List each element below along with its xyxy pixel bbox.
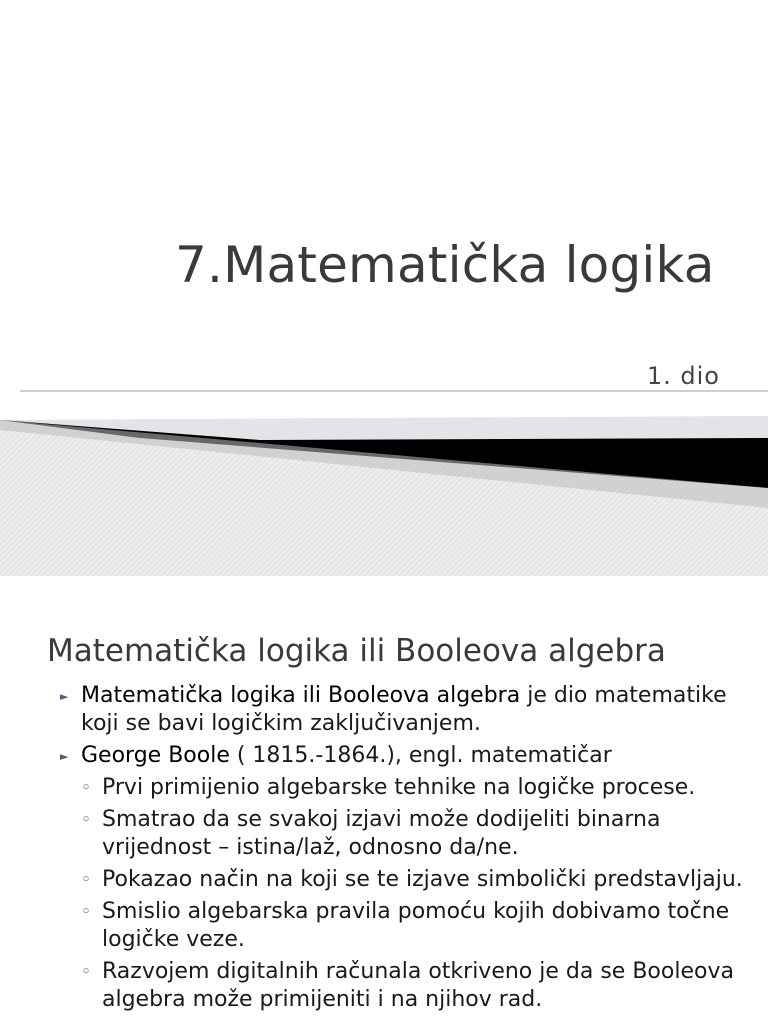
ring-bullet-icon: ◦ (81, 778, 92, 798)
sub-item-text: Smatrao da se svakoj izjavi može dodijeliti binarna vrijednost – istina/laž, odnosno da/ne. (102, 807, 661, 860)
item-text: ( 1815.-1864.), engl. matematičar (229, 743, 612, 768)
ring-bullet-icon: ◦ (81, 870, 92, 890)
sub-item-text: Pokazao način na koji se te izjave simbolički predstavljaju. (102, 867, 743, 892)
sub-list-item (60, 806, 760, 862)
bullet-list (60, 682, 760, 1018)
sub-item-text: Prvi primijenio algebarske tehnike na logičke procese. (102, 775, 696, 800)
item-text: je dio matematike koji se bavi logičkim zaključivanjem. (81, 683, 727, 736)
sub-list-item (60, 958, 760, 1014)
sub-item-text: Razvojem digitalnih računala otkriveno je da se Booleova algebra može primijeniti i na njihov rad. (102, 959, 734, 1012)
ring-bullet-icon: ◦ (81, 962, 92, 982)
ring-bullet-icon: ◦ (81, 902, 92, 922)
list-item (60, 682, 760, 738)
arrow-bullet-icon: ► (60, 690, 69, 703)
ring-bullet-icon: ◦ (81, 810, 92, 830)
decorative-stripes (0, 380, 768, 576)
sub-list-item (60, 866, 760, 894)
slide-title: 7.Matematička logika (175, 236, 715, 294)
content-slide (0, 576, 768, 1024)
term-bold: Matematička logika ili Booleova algebra (81, 683, 521, 708)
list-item (60, 742, 760, 770)
sub-list-item (60, 774, 760, 802)
term-bold: George Boole (81, 743, 230, 768)
arrow-bullet-icon: ► (60, 750, 69, 763)
slide-subtitle: 1. dio (646, 362, 720, 390)
section-title: Matematička logika ili Booleova algebra (47, 633, 666, 669)
sub-item-text: Smislio algebarska pravila pomoću kojih dobivamo točne logičke veze. (102, 899, 730, 952)
sub-list-item (60, 898, 760, 954)
